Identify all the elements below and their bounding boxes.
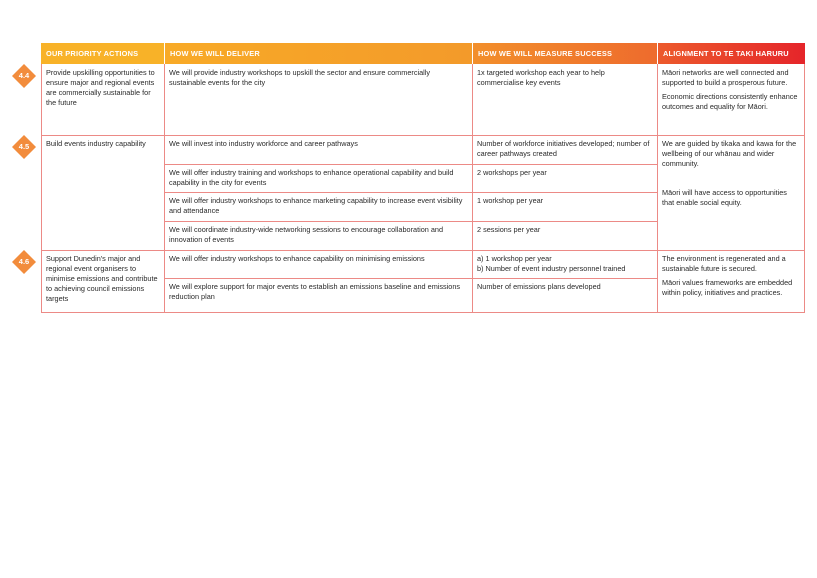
row-4-5-measure-2: 2 workshops per year: [477, 168, 547, 177]
row-4-6-deliver-2: We will explore support for major events to establish an emissions baseline and emissions reduction plan: [169, 282, 461, 301]
row-4-4-action: Provide upskilling opportunities to ensure major and regional events are commercially sustainable for the future: [46, 68, 155, 107]
row-4-5-action: Build events industry capability: [46, 139, 146, 148]
row-4-6-alignment: The environment is regenerated and a sustainable future is secured. Māori values frameworks are embedded within policy, initiatives and practices.: [662, 254, 793, 297]
row-4-5-deliver-2: We will offer industry training and workshops to enhance operational capability and build capability in the city for events: [169, 168, 454, 187]
row-4-5-deliver-3: We will offer industry workshops to enhance marketing capability to increase event visibility and attendance: [169, 196, 463, 215]
badge-4-6: 4.6: [11, 249, 37, 275]
row-4-5-deliver-4: We will coordinate industry-wide networking sessions to encourage collaboration and innovation of events: [169, 225, 444, 244]
row-4-6-action: Support Dunedin's major and regional event organisers to minimise emissions and contribute to achieving council emissions targets: [46, 254, 158, 303]
header-deliver: HOW WE WILL DELIVER: [165, 43, 472, 64]
row-4-4-alignment: Māori networks are well connected and supported to build a prosperous future. Economic directions consistently enhance outcomes and equality for Māori.: [662, 68, 798, 111]
header-alignment: ALIGNMENT TO TE TAKI HARURU: [658, 43, 805, 64]
row-4-6-deliver-1: We will offer industry workshops to enhance capability on minimising emissions: [169, 254, 425, 263]
badge-4-5: 4.5: [11, 134, 37, 160]
row-4-4-measure: 1x targeted workshop each year to help commercialise key events: [477, 68, 605, 87]
row-4-5-alignment: We are guided by tikaka and kawa for the wellbeing of our whānau and wider community. Māori will have access to opportunities that enable social equity.: [662, 139, 797, 207]
header-measure: HOW WE WILL MEASURE SUCCESS: [473, 43, 657, 64]
row-4-6-measure-2: Number of emissions plans developed: [477, 282, 601, 291]
row-4-5-deliver-1: We will invest into industry workforce and career pathways: [169, 139, 358, 148]
row-4-6-measure-1: a) 1 workshop per year b) Number of event industry personnel trained: [477, 254, 626, 273]
header-actions: OUR PRIORITY ACTIONS: [41, 43, 164, 64]
row-4-5-measure-1: Number of workforce initiatives developed; number of career pathways created: [477, 139, 650, 158]
row-4-5-measure-4: 2 sessions per year: [477, 225, 541, 234]
row-4-5-measure-3: 1 workshop per year: [477, 196, 544, 205]
badge-4-4: 4.4: [11, 63, 37, 89]
row-4-4-deliver: We will provide industry workshops to upskill the sector and ensure commercially sustainable events for the city: [169, 68, 431, 87]
